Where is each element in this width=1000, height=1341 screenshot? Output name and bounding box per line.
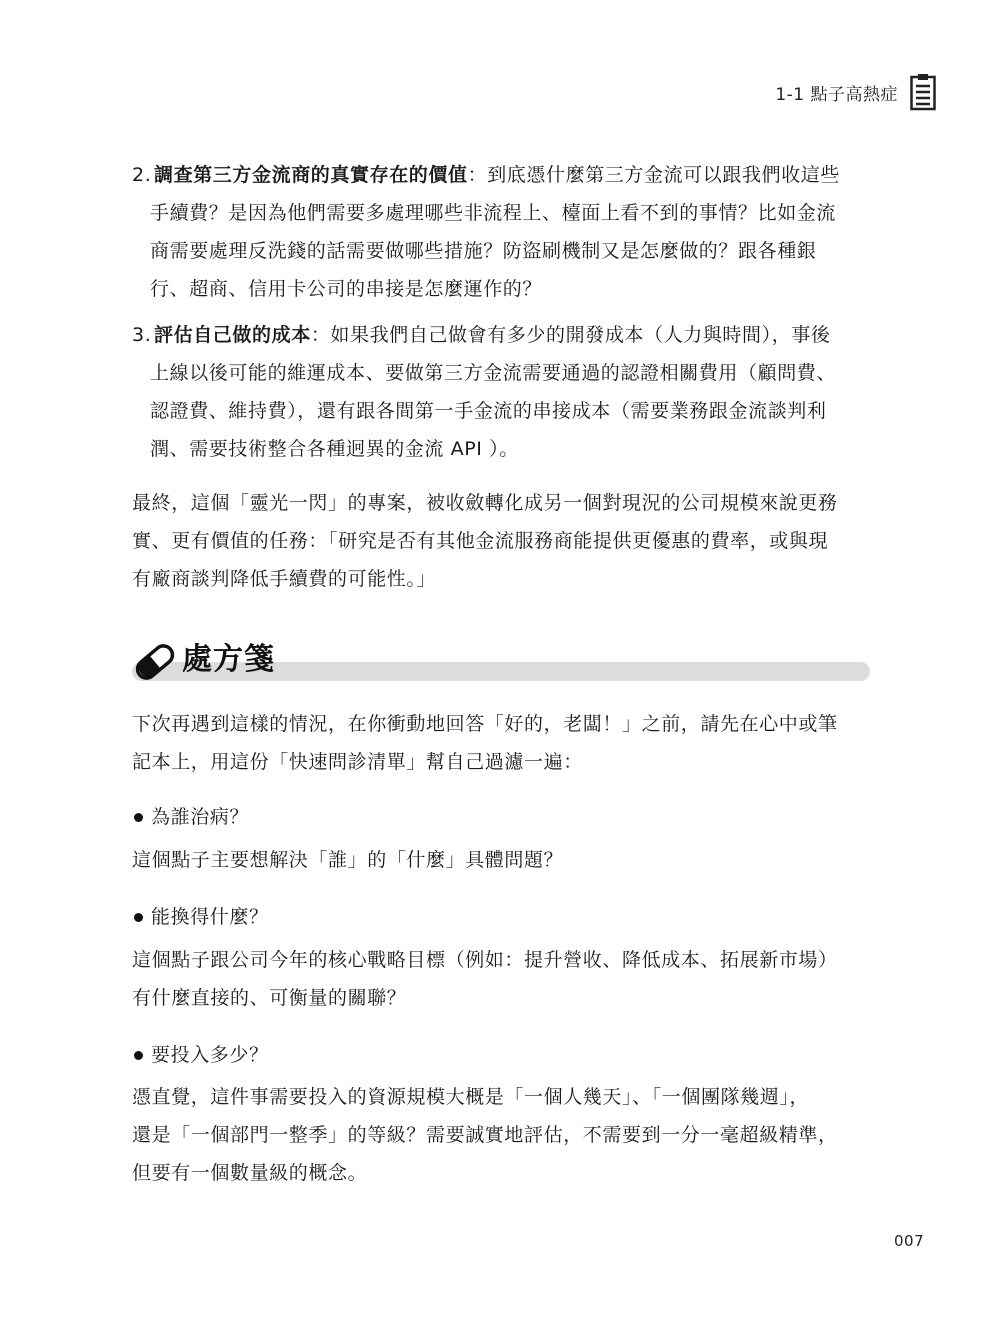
- list-line: [132, 270, 872, 308]
- list-text: 潤、需要技術整合各種迥異的金流 API ）。: [150, 438, 519, 460]
- paragraph-line: 最終，這個「靈光一閃」的專案，被收斂轉化成另一個對現況的公司規模來說更務: [132, 492, 838, 514]
- checklist-title: 能換得什麼？: [151, 906, 269, 928]
- list-line: [132, 156, 872, 194]
- list-text: ：如果我們自己做會有多少的開發成本（人力與時間），事後: [310, 324, 831, 346]
- list-line: [132, 194, 872, 232]
- running-header: [775, 72, 936, 112]
- list-heading: 調查第三方金流商的真實存在的價值: [154, 164, 468, 186]
- list-text: 上線以後可能的維運成本、要做第三方金流需要通過的認證相關費用（顧問費、: [150, 362, 837, 384]
- page-number: 007: [894, 1232, 925, 1250]
- paragraph-line: 憑直覺，這件事需要投入的資源規模大概是「一個人幾天」、「一個團隊幾週」，: [132, 1086, 810, 1108]
- bullet-dot-icon: [134, 813, 143, 822]
- list-line: [132, 232, 872, 270]
- paragraph-line: 記本上，用這份「快速問診清單」幫自己過濾一遍：: [132, 751, 583, 773]
- list-line: [132, 316, 872, 354]
- checklist-title: 為誰治病？: [151, 806, 250, 828]
- paragraph-line: 有什麼直接的、可衡量的關聯？: [132, 987, 407, 1009]
- list-heading: 評估自己做的成本: [154, 324, 311, 346]
- list-number: 3.: [132, 324, 152, 346]
- paragraph-line: 實、更有價值的任務：「研究是否有其他金流服務商能提供更優惠的費率，或與現: [132, 530, 829, 552]
- conclusion-paragraph: [132, 484, 872, 598]
- bullet-dot-icon: [134, 1051, 143, 1060]
- checklist-body-2: [132, 941, 872, 1017]
- paragraph-line: 有廠商談判降低手續費的可能性。」: [132, 568, 437, 590]
- section-heading: [132, 638, 872, 686]
- list-item-2: [132, 156, 872, 308]
- list-line: [132, 354, 872, 392]
- list-text: 商需要處理反洗錢的話需要做哪些措施？防盜刷機制又是怎麼做的？跟各種銀: [150, 240, 817, 262]
- checklist-title: 要投入多少？: [151, 1044, 269, 1066]
- checklist-title-3: [132, 1040, 269, 1070]
- paragraph-line: 下次再遇到這樣的情況，在你衝動地回答「好的，老闆！」之前，請先在心中或筆: [132, 713, 838, 735]
- list-line: [132, 392, 872, 430]
- paragraph-line: 這個點子跟公司今年的核心戰略目標（例如：提升營收、降低成本、拓展新市場）: [132, 949, 838, 971]
- paragraph-line: 還是「一個部門一整季」的等級？需要誠實地評估，不需要到一分一毫超級精準，: [132, 1124, 838, 1146]
- bullet-dot-icon: [134, 913, 143, 922]
- list-text: 行、超商、信用卡公司的串接是怎麼運作的？: [150, 278, 543, 300]
- list-line: [132, 430, 872, 468]
- pill-icon: [132, 642, 178, 682]
- list-text: 手續費？是因為他們需要多處理哪些非流程上、檯面上看不到的事情？比如金流: [150, 202, 837, 224]
- list-text: 認證費、維持費），還有跟各間第一手金流的串接成本（需要業務跟金流談判利: [150, 400, 827, 422]
- checklist-title-2: [132, 902, 269, 932]
- list-item-3: [132, 316, 872, 468]
- section-title: 處方箋: [182, 642, 275, 677]
- intro-paragraph: [132, 705, 872, 781]
- checklist-body-1: [132, 841, 872, 879]
- clipboard-icon: [910, 73, 936, 111]
- paragraph-line: 這個點子主要想解決「誰」的「什麼」具體問題？: [132, 849, 564, 871]
- checklist-title-1: [132, 802, 249, 832]
- list-text: ：到底憑什麼第三方金流可以跟我們收這些: [467, 164, 841, 186]
- paragraph-line: 但要有一個數量級的概念。: [132, 1162, 368, 1184]
- checklist-body-3: [132, 1078, 872, 1192]
- chapter-title: 1-1 點子高熱症: [775, 84, 898, 105]
- list-number: 2.: [132, 164, 152, 186]
